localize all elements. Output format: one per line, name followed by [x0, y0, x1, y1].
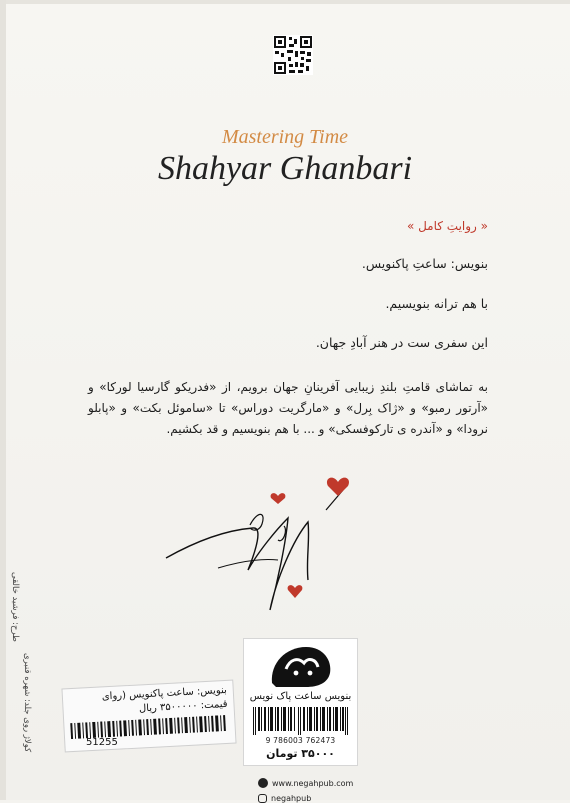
isbn-barcode-icon	[252, 707, 349, 735]
designer-credit: طرح: فرشید خالقی	[10, 572, 20, 642]
globe-icon	[258, 778, 268, 788]
cover-top-edge	[0, 0, 570, 4]
sticker-price: قیمت: ۳۵۰۰۰۰۰ ریال	[138, 698, 228, 715]
sticker-title: بنویس: ساعت پاکنویس (روای	[101, 684, 228, 703]
text-line-3: این سفری ست در هنر آبادِ جهان.	[315, 335, 488, 350]
collage-credit: کولاژ روی جلد: شهره قنبری	[22, 653, 32, 753]
cover-left-edge	[0, 0, 6, 800]
text-tag: « روایتِ کامل »	[406, 219, 488, 233]
signature-hearts-illustration	[158, 470, 368, 620]
series-title: Mastering Time	[221, 126, 349, 148]
instagram-icon	[258, 794, 267, 803]
website-url: www.negahpub.com	[272, 778, 354, 788]
author-name: Shahyar Ghanbari	[157, 150, 413, 187]
barcode-book-title: بنویس ساعت پاک نویس	[249, 691, 352, 702]
blurb-paragraph: به تماشای قامتِ بلندِ زیبایی آفرینانِ جهان برویم، از «فدریکو گارسیا لورکا» و «آرتور رمبو» و «ژاک بِرل» و «مارگریت دوراس» تا «ساموئل بکت» و «پابلو نرودا» و «آندره ی تارکوفسکی» و ... با هم بنویسیم و قد بکشیم.	[88, 380, 488, 436]
isbn-number: 9 786003 762473	[265, 736, 336, 745]
publisher-logo-icon	[266, 643, 336, 689]
website-line	[258, 778, 353, 788]
barcode-price: ۳۵۰۰۰ تومان	[266, 747, 335, 760]
text-line-1: بنویس: ساعتِ پاکنویس.	[361, 256, 488, 271]
text-line-2: با هم ترانه بنویسیم.	[385, 296, 488, 311]
barcode-label	[243, 638, 358, 766]
sticker-code-stub	[78, 735, 238, 757]
instagram-handle: negahpub	[271, 794, 312, 803]
sticker-code: 51255	[86, 737, 118, 748]
instagram-line	[258, 794, 311, 803]
qr-code-icon	[273, 35, 313, 75]
